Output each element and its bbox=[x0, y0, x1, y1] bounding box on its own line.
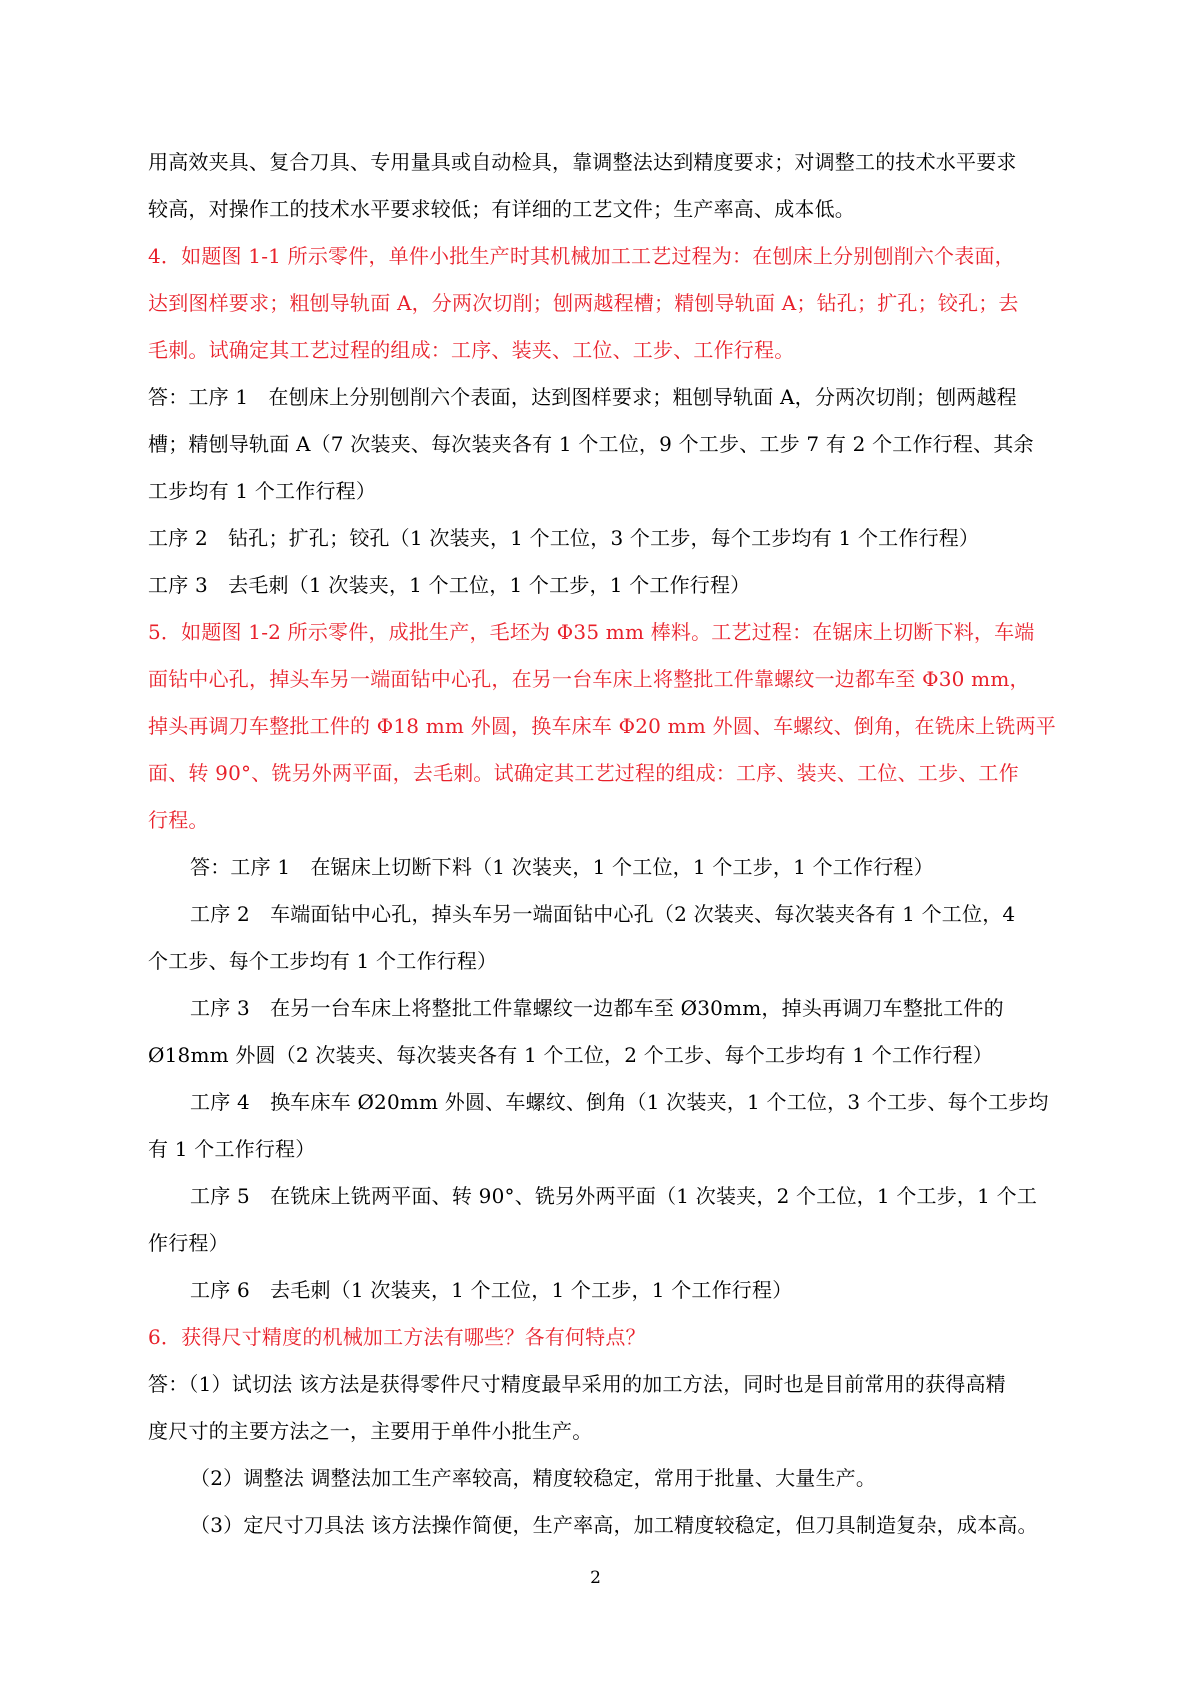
question-line: 毛刺。试确定其工艺过程的组成：工序、装夹、工位、工步、工作行程。 bbox=[148, 338, 795, 362]
text-line: 较高，对操作工的技术水平要求较低；有详细的工艺文件；生产率高、成本低。 bbox=[148, 197, 855, 221]
text-line: 工序 3 在另一台车床上将整批工件靠螺纹一边都车至 Ø30mm，掉头再调刀车整批工件的 bbox=[190, 996, 1004, 1020]
question-line: 面钻中心孔，掉头车另一端面钻中心孔，在另一台车床上将整批工件靠螺纹一边都车至 Φ30 mm， bbox=[148, 667, 1030, 691]
text-line: 工序 2 车端面钻中心孔，掉头车另一端面钻中心孔（2 次装夹、每次装夹各有 1 个工位，4 bbox=[190, 902, 1016, 926]
text-line: （3）定尺寸刀具法 该方法操作简便，生产率高，加工精度较稳定，但刀具制造复杂，成本高。 bbox=[190, 1513, 1038, 1537]
text-line: 度尺寸的主要方法之一，主要用于单件小批生产。 bbox=[148, 1419, 593, 1443]
text-line: 工序 6 去毛刺（1 次装夹，1 个工位，1 个工步，1 个工作行程） bbox=[190, 1278, 793, 1302]
question-line: 达到图样要求；粗刨导轨面 A，分两次切削；刨两越程槽；精刨导轨面 A；钻孔；扩孔；铰孔；去 bbox=[148, 291, 1019, 315]
question-line: 面、转 90°、铣另外两平面，去毛刺。试确定其工艺过程的组成：工序、装夹、工位、工步、工作 bbox=[148, 761, 1019, 785]
text-line: 工序 3 去毛刺（1 次装夹，1 个工位，1 个工步，1 个工作行程） bbox=[148, 573, 751, 597]
question-line: 掉头再调刀车整批工件的 Φ18 mm 外圆，换车床车 Φ20 mm 外圆、车螺纹、倒角，在铣床上铣两平 bbox=[148, 714, 1056, 738]
text-line: 用高效夹具、复合刀具、专用量具或自动检具，靠调整法达到精度要求；对调整工的技术水平要求 bbox=[148, 150, 1017, 174]
question-line: 行程。 bbox=[148, 808, 209, 832]
text-line: 作行程） bbox=[148, 1231, 229, 1255]
text-line: 工序 4 换车床车 Ø20mm 外圆、车螺纹、倒角（1 次装夹，1 个工位，3 个工步、每个工步均 bbox=[190, 1090, 1049, 1114]
text-line: 个工步、每个工步均有 1 个工作行程） bbox=[148, 949, 498, 973]
text-line: 答：（1）试切法 该方法是获得零件尺寸精度最早采用的加工方法，同时也是目前常用的获得高精 bbox=[148, 1372, 1006, 1396]
document-body bbox=[148, 139, 1056, 1549]
page-number: 2 bbox=[590, 1568, 601, 1588]
question-line: 4．如题图 1-1 所示零件，单件小批生产时其机械加工工艺过程为：在刨床上分别刨削六个表面， bbox=[148, 244, 1015, 268]
text-line: Ø18mm 外圆（2 次装夹、每次装夹各有 1 个工位，2 个工步、每个工步均有 1 个工作行程） bbox=[148, 1043, 993, 1067]
text-line: （2）调整法 调整法加工生产率较高，精度较稳定，常用于批量、大量生产。 bbox=[190, 1466, 877, 1490]
text-line: 工步均有 1 个工作行程） bbox=[148, 479, 377, 503]
text-line: 工序 5 在铣床上铣两平面、转 90°、铣另外两平面（1 次装夹，2 个工位，1 个工步，1 个工 bbox=[190, 1184, 1038, 1208]
text-line: 工序 2 钻孔；扩孔；铰孔（1 次装夹，1 个工位，3 个工步，每个工步均有 1 个工作行程） bbox=[148, 526, 980, 550]
text-line: 槽；精刨导轨面 A（7 次装夹、每次装夹各有 1 个工位，9 个工步、工步 7 有 2 个工作行程、其余 bbox=[148, 432, 1034, 456]
text-line: 答：工序 1 在刨床上分别刨削六个表面，达到图样要求；粗刨导轨面 A，分两次切削；刨两越程 bbox=[148, 385, 1017, 409]
question-line: 5．如题图 1-2 所示零件，成批生产，毛坯为 Φ35 mm 棒料。工艺过程：在锯床上切断下料，车端 bbox=[148, 620, 1035, 644]
question-line: 6．获得尺寸精度的机械加工方法有哪些？各有何特点？ bbox=[148, 1325, 646, 1349]
text-line: 答：工序 1 在锯床上切断下料（1 次装夹，1 个工位，1 个工步，1 个工作行程） bbox=[190, 855, 934, 879]
text-line: 有 1 个工作行程） bbox=[148, 1137, 316, 1161]
